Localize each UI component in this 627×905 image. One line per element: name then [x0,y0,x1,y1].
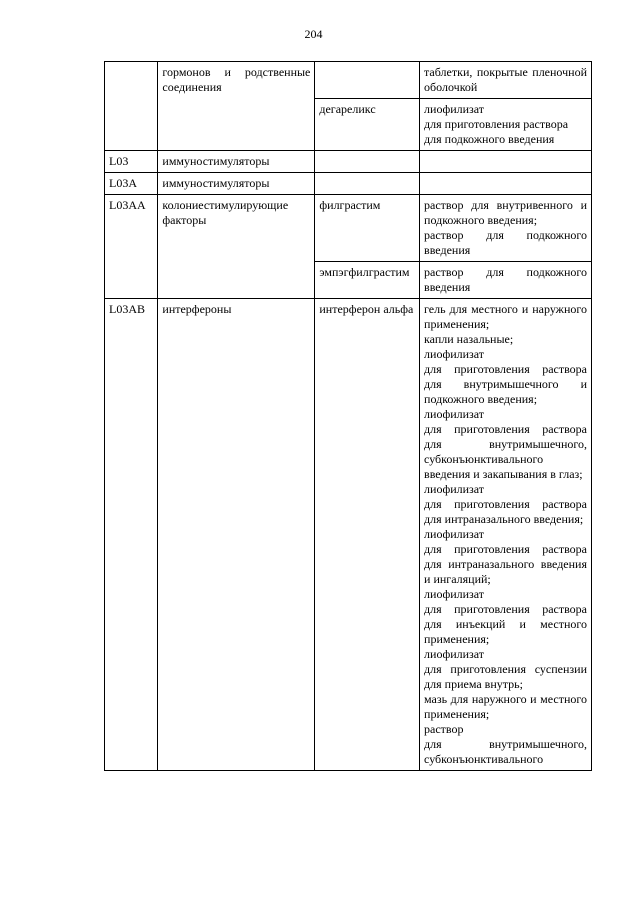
atc-code-cell: L03AB [105,299,158,771]
atc-code-cell: L03A [105,173,158,195]
dosage-form-line: лиофилизат [424,407,485,421]
dosage-form-line: мазь для наружного и местного применения; [424,692,587,721]
dosage-form-line: раствор для подкожного введения [424,228,587,257]
dosage-form-line: лиофилизат [424,647,485,661]
inn-cell [315,173,420,195]
table-row [105,195,592,262]
drug-classification-table [104,61,592,771]
dosage-form-line: для подкожного введения [424,132,555,146]
dosage-form-cell: раствор для подкожного введения [420,262,592,299]
dosage-form-line: лиофилизат [424,482,485,496]
dosage-form-line: для приготовления раствора для интраназального введения и ингаляций; [424,542,587,586]
dosage-form-line: для приготовления раствора [424,117,569,131]
dosage-form-line: капли назальные; [424,332,514,346]
dosage-form-line: для приготовления суспензии для приема внутрь; [424,662,587,691]
table-row [105,151,592,173]
inn-cell: дегареликс [315,99,420,151]
dosage-form-cell [420,173,592,195]
dosage-form-line: для приготовления раствора для внутримышечного, субконъюнктивального введения и закапывания в глаз; [424,422,587,481]
dosage-form-line: для приготовления раствора для интраназального введения; [424,497,587,526]
inn-cell: интерферон альфа [315,299,420,771]
group-cell: интерфероны [158,299,315,771]
dosage-form-line: гель для местного и наружного применения; [424,302,587,331]
table-row [105,299,592,771]
table-row [105,173,592,195]
dosage-form-line: лиофилизат [424,587,485,601]
dosage-form-line: для внутримышечного, субконъюнктивального [424,737,587,766]
atc-code-cell: L03AA [105,195,158,299]
dosage-form-line: лиофилизат [424,527,485,541]
group-cell: иммуностимуляторы [158,151,315,173]
inn-cell: эмпэгфилграстим [315,262,420,299]
dosage-form-line: раствор для внутривенного и подкожного введения; [424,198,587,227]
dosage-form-line: раствор [424,722,464,736]
dosage-form-cell [420,299,592,771]
page-number: 204 [304,27,323,41]
atc-code-cell: L03 [105,151,158,173]
dosage-form-cell [420,99,592,151]
group-cell: гормонов и родственные соединения [158,62,315,151]
dosage-form-cell [420,195,592,262]
inn-cell [315,151,420,173]
dosage-form-cell [420,151,592,173]
dosage-form-cell: таблетки, покрытые пленочной оболочкой [420,62,592,99]
group-cell: иммуностимуляторы [158,173,315,195]
dosage-form-line: для приготовления раствора для внутримышечного и подкожного введения; [424,362,587,406]
dosage-form-line: лиофилизат [424,102,485,116]
dosage-form-line: лиофилизат [424,347,485,361]
atc-code-cell [105,62,158,151]
table-row [105,62,592,99]
inn-cell: филграстим [315,195,420,262]
dosage-form-line: для приготовления раствора для инъекций и местного применения; [424,602,587,646]
group-cell: колониестимулирующие факторы [158,195,315,299]
inn-cell [315,62,420,99]
